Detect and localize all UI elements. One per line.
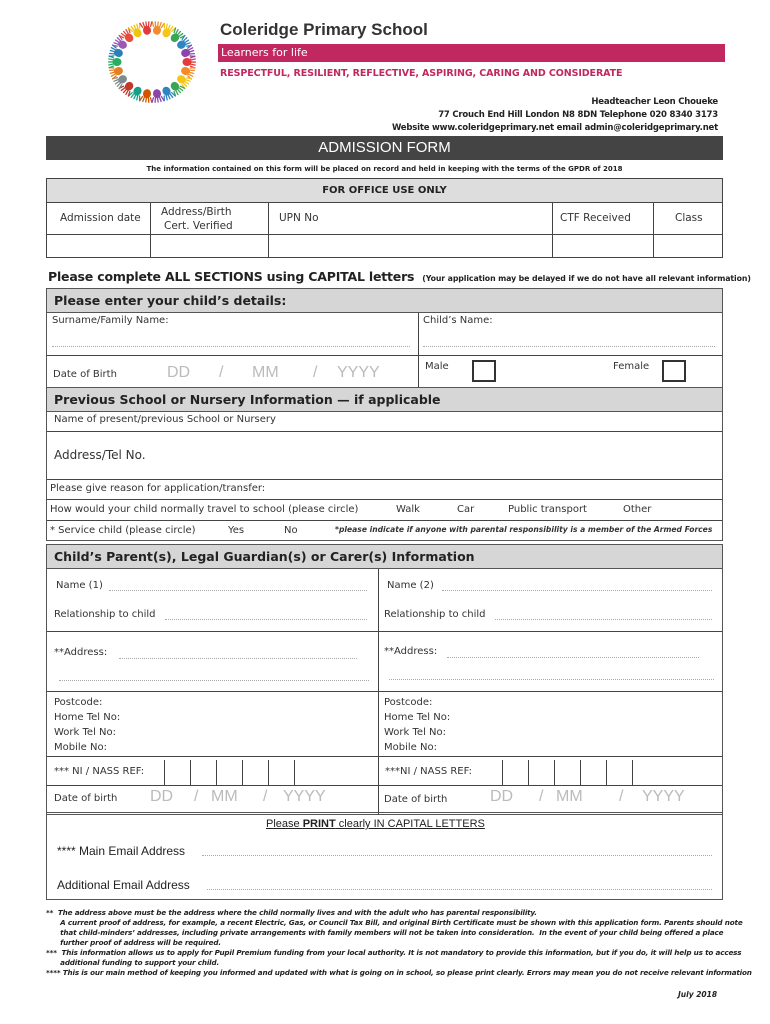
name2-field[interactable] bbox=[442, 590, 712, 591]
web-email: Website www.coleridgeprimary.net email admin@coleridgeprimary.net bbox=[391, 123, 718, 133]
relationship2-label: Relationship to child bbox=[384, 609, 486, 620]
ni-digit-box[interactable] bbox=[294, 760, 319, 786]
additional-email-field[interactable] bbox=[207, 889, 712, 890]
name1-field[interactable] bbox=[109, 590, 367, 591]
parent2-dob-yyyy[interactable]: YYYY bbox=[642, 788, 685, 805]
office-cert-verified: Cert. Verified bbox=[164, 220, 233, 232]
office-use-box bbox=[46, 178, 723, 258]
address1-field[interactable] bbox=[119, 658, 357, 659]
travel-walk[interactable]: Walk bbox=[396, 504, 420, 515]
relationship1-label: Relationship to child bbox=[54, 609, 156, 620]
school-values: RESPECTFUL, RESILIENT, REFLECTIVE, ASPIRING, CARING AND CONSIDERATE bbox=[220, 68, 623, 79]
note-2: A current proof of address, for example, a recent Electric, Gas, or Council Tax Bill, and original Birth Certificate must be shown with this application form. Parents should note bbox=[46, 918, 743, 927]
address1-label: **Address: bbox=[54, 647, 108, 658]
ni-digit-box[interactable] bbox=[502, 760, 527, 786]
dob-dd[interactable]: DD bbox=[167, 364, 191, 381]
dob-label: Date of Birth bbox=[53, 369, 117, 380]
ni2-label: ***NI / NASS REF: bbox=[385, 766, 472, 777]
school-name: Coleridge Primary School bbox=[220, 20, 428, 39]
office-admission-date: Admission date bbox=[60, 212, 141, 224]
dob2-label: Date of birth bbox=[384, 794, 448, 805]
travel-car[interactable]: Car bbox=[457, 504, 475, 515]
mobile2-label: Mobile No: bbox=[384, 742, 437, 753]
service-yes[interactable]: Yes bbox=[228, 525, 245, 536]
address-phone: 77 Crouch End Hill London N8 8DN Telephone 020 8340 3173 bbox=[438, 110, 718, 120]
ni-digit-box[interactable] bbox=[164, 760, 189, 786]
headteacher: Headteacher Leon Choueke bbox=[591, 97, 718, 107]
relationship1-field[interactable] bbox=[165, 619, 367, 620]
address2-field[interactable] bbox=[447, 657, 699, 658]
parent1-dob-yyyy[interactable]: YYYY bbox=[283, 788, 326, 805]
address2-label: **Address: bbox=[384, 646, 438, 657]
print-note: Please PRINT clearly IN CAPITAL LETTERS bbox=[266, 818, 485, 830]
home-tel1-label: Home Tel No: bbox=[54, 712, 121, 723]
tagline: Learners for life bbox=[221, 46, 308, 59]
male-label: Male bbox=[425, 361, 449, 372]
note-3: that child-minders’ addresses, including private arrangements with family members will not be taken into consideration. In the event of your child being offered a place bbox=[46, 928, 724, 937]
ni-digit-box[interactable] bbox=[580, 760, 605, 786]
work-tel1-label: Work Tel No: bbox=[54, 727, 116, 738]
child-name-field[interactable] bbox=[423, 346, 715, 347]
dob-yyyy[interactable]: YYYY bbox=[337, 364, 380, 381]
ni-digit-box[interactable] bbox=[528, 760, 553, 786]
instructions-sub: (Your application may be delayed if we do not have all relevant information) bbox=[422, 274, 751, 283]
male-checkbox[interactable] bbox=[472, 360, 496, 382]
name1-label: Name (1) bbox=[56, 580, 103, 591]
previous-school-section bbox=[46, 387, 723, 541]
address1-field-line2[interactable] bbox=[59, 680, 369, 681]
main-email-field[interactable] bbox=[202, 855, 712, 856]
handprint-icon bbox=[183, 55, 197, 69]
note-1: ** The address above must be the address where the child normally lives and with the adult who has parental responsibility. bbox=[46, 908, 537, 917]
parent1-dob-mm[interactable]: MM bbox=[211, 788, 238, 805]
surname-label: Surname/Family Name: bbox=[52, 315, 169, 326]
instructions bbox=[48, 269, 751, 284]
dob1-label: Date of birth bbox=[54, 793, 118, 804]
footnotes bbox=[46, 908, 752, 978]
postcode2-label: Postcode: bbox=[384, 697, 433, 708]
school-heading: Previous School or Nursery Information — if applicable bbox=[47, 388, 722, 412]
parent1-dob-dd[interactable]: DD bbox=[150, 788, 174, 805]
office-title: FOR OFFICE USE ONLY bbox=[47, 179, 722, 203]
instructions-main: Please complete ALL SECTIONS using CAPITAL letters bbox=[48, 269, 415, 284]
note-6: additional funding to support your child. bbox=[46, 958, 220, 967]
name2-label: Name (2) bbox=[387, 580, 434, 591]
child-heading: Please enter your child’s details: bbox=[47, 289, 722, 313]
footer-date: July 2018 bbox=[678, 990, 718, 999]
office-address-birth: Address/Birth bbox=[161, 206, 232, 218]
note-5: *** This information allows us to apply for Pupil Premium funding from your local authority. It is not mandatory to provide this information, but if you do, it will help us to access bbox=[46, 948, 742, 957]
home-tel2-label: Home Tel No: bbox=[384, 712, 451, 723]
travel-other[interactable]: Other bbox=[623, 504, 652, 515]
note-7: **** This is our main method of keeping you informed and updated with what is going on in school, so please print clearly. Errors may mean you do not receive relevant information bbox=[46, 968, 752, 977]
address2-field-line2[interactable] bbox=[389, 679, 714, 680]
parent2-dob-dd[interactable]: DD bbox=[490, 788, 514, 805]
ni-digit-box[interactable] bbox=[554, 760, 579, 786]
surname-field[interactable] bbox=[52, 346, 410, 347]
dob-mm[interactable]: MM bbox=[252, 364, 279, 381]
female-checkbox[interactable] bbox=[662, 360, 686, 382]
relationship2-field[interactable] bbox=[495, 619, 712, 620]
contact-block bbox=[392, 96, 718, 135]
note-4: further proof of address will be required. bbox=[46, 938, 221, 947]
travel-public[interactable]: Public transport bbox=[508, 504, 587, 515]
service-no[interactable]: No bbox=[284, 525, 298, 536]
additional-email-label: Additional Email Address bbox=[57, 878, 190, 892]
ni-digit-box[interactable] bbox=[242, 760, 267, 786]
parents-heading: Child’s Parent(s), Legal Guardian(s) or Carer(s) Information bbox=[47, 545, 722, 569]
handprint-icon bbox=[108, 55, 122, 69]
parent2-dob-mm[interactable]: MM bbox=[556, 788, 583, 805]
reason-label: Please give reason for application/transfer: bbox=[50, 483, 266, 494]
mobile1-label: Mobile No: bbox=[54, 742, 107, 753]
main-email-label: **** Main Email Address bbox=[57, 844, 186, 858]
form-title: ADMISSION FORM bbox=[46, 136, 723, 160]
parents-section: Child’s Parent(s), Legal Guardian(s) or Carer(s) Information Name (1) Relationship to child **Address: Postcode: Home Tel No: Work Tel No: Mobile No: *** NI / NASS REF: Date of birth DD / MM / YYYY Name (2) Relationship to child **Address: Postcode: Home Tel No: Work Tel No: Mobile No: ***NI / NASS REF: Date of birth DD / MM / YYYY bbox=[46, 544, 723, 815]
gdpr-note: The information contained on this form will be placed on record and held in keeping with the terms of the GPDR of 2018 bbox=[146, 165, 623, 173]
tagline-band bbox=[218, 44, 725, 62]
female-label: Female bbox=[613, 361, 650, 372]
ni1-label: *** NI / NASS REF: bbox=[54, 766, 145, 777]
office-class: Class bbox=[675, 212, 703, 224]
work-tel2-label: Work Tel No: bbox=[384, 727, 446, 738]
office-ctf: CTF Received bbox=[560, 212, 631, 224]
school-address-label: Address/Tel No. bbox=[54, 448, 146, 462]
ni-digit-box[interactable] bbox=[606, 760, 631, 786]
ni-digit-box[interactable] bbox=[632, 760, 657, 786]
office-upn: UPN No bbox=[279, 212, 319, 224]
ni-digit-box[interactable] bbox=[268, 760, 293, 786]
service-note: *please indicate if anyone with parental responsibility is a member of the Armed Forces bbox=[335, 525, 713, 534]
ni-digit-box[interactable] bbox=[190, 760, 215, 786]
child-details-section: Please enter your child’s details: Surname/Family Name: Child’s Name: Date of Birth DD / MM / YYYY Male Female bbox=[46, 288, 723, 388]
service-label: * Service child (please circle) bbox=[50, 525, 196, 536]
school-logo-handprints bbox=[96, 14, 208, 110]
postcode1-label: Postcode: bbox=[54, 697, 103, 708]
school-name-label: Name of present/previous School or Nursery bbox=[54, 414, 276, 425]
ni-digit-box[interactable] bbox=[216, 760, 241, 786]
child-name-label: Child’s Name: bbox=[423, 315, 493, 326]
travel-label: How would your child normally travel to school (please circle) bbox=[50, 504, 359, 515]
